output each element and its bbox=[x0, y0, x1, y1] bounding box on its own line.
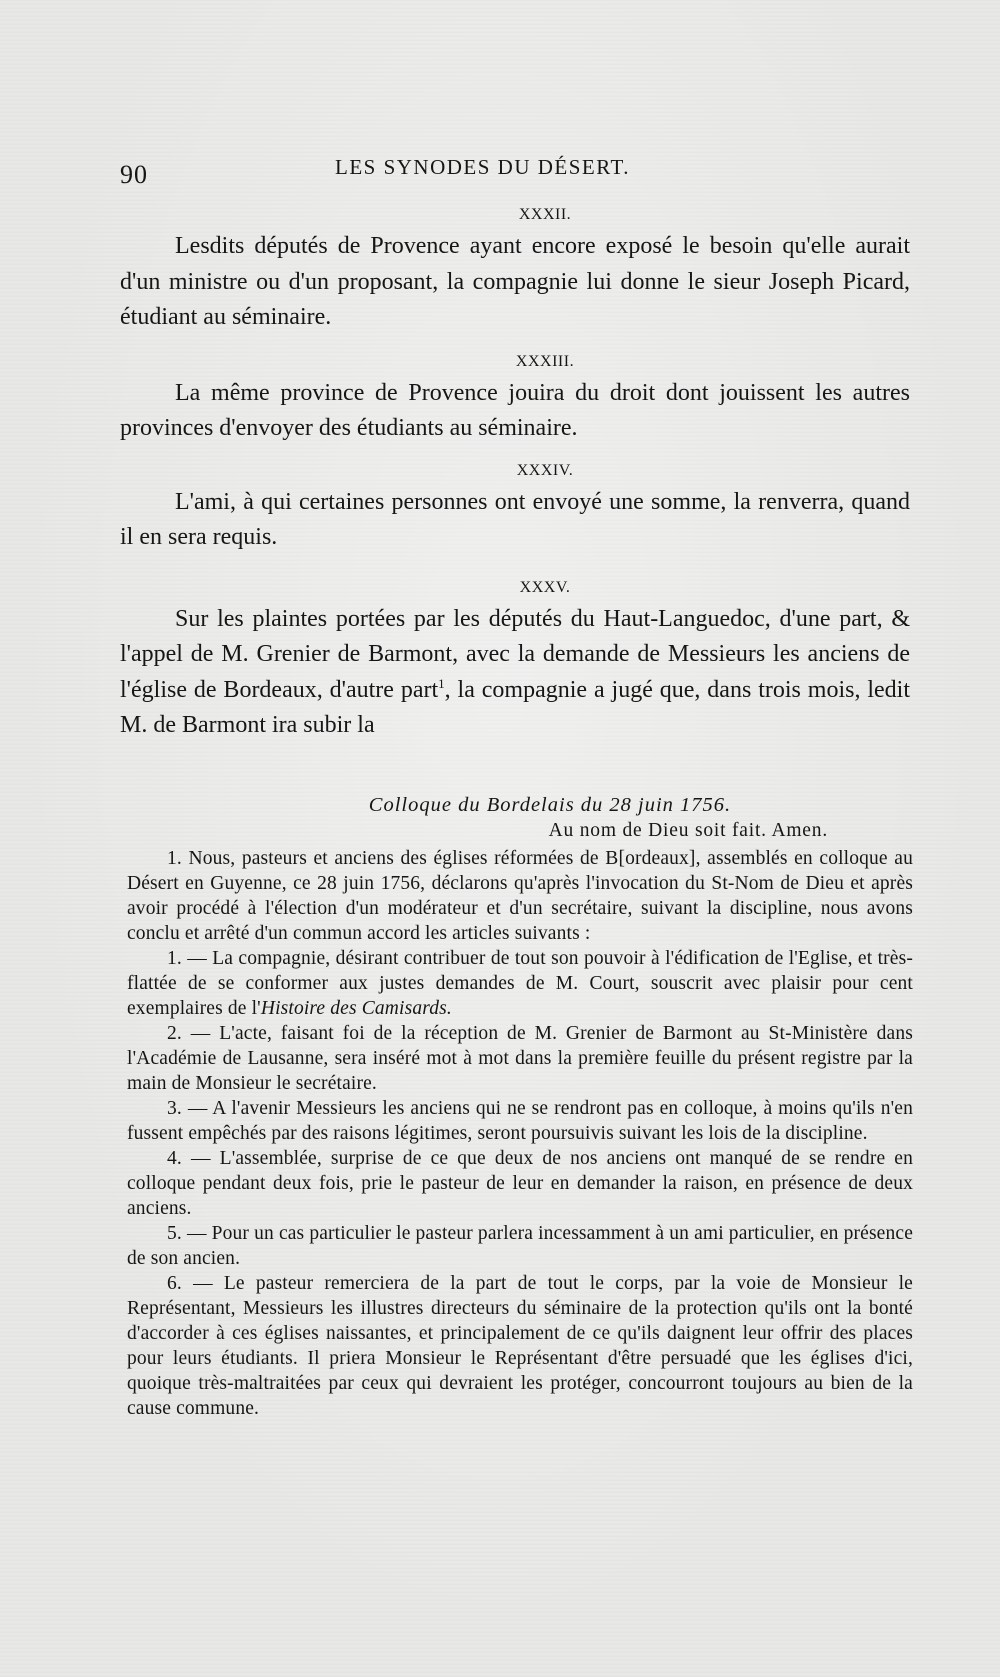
section-number-xxxiv: XXXIV. bbox=[516, 461, 574, 479]
footnote-article bbox=[127, 946, 913, 1021]
footnote-subtitle: Au nom de Dieu soit fait. Amen. bbox=[548, 820, 828, 841]
section-text-xxxv bbox=[120, 602, 910, 744]
section-text-xxxiii: La même province de Provence jouira du droit dont jouissent les autres provinces d'envoyer des étudiants au séminaire. bbox=[120, 379, 910, 441]
section-number-xxxii: XXXII. bbox=[518, 206, 572, 223]
section-text-xxxv-part2: , la compagnie a jugé que, dans trois mois, ledit M. de Barmont ira subir la bbox=[120, 676, 911, 738]
footnote bbox=[127, 793, 913, 1421]
footnote-article: 4. — L'assemblée, surprise de ce que deux de nos anciens ont manqué de se rendre en colloque pendant deux fois, prie le pasteur de leur en demander la raison, en présence de deux anciens. bbox=[127, 1148, 913, 1219]
footnote-intro: 1. Nous, pasteurs et anciens des églises réformées de B[ordeaux], assemblés en colloque au Désert en Guyenne, ce 28 juin 1756, déclarons qu'après l'invocation du St-Nom de Dieu et après avoir procédé à l'élection d'un modérateur et d'un secrétaire, suivant la discipline, nous avons conclu et arrêté d'un commun accord les articles suivants : bbox=[127, 848, 913, 944]
section-text-xxxii: Lesdits députés de Provence ayant encore exposé le besoin qu'elle aurait d'un ministre ou d'un proposant, la compagnie lui donne le sieur Joseph Picard, étudiant au séminaire. bbox=[120, 233, 910, 330]
footnote-article: 5. — Pour un cas particulier le pasteur parlera incessamment à un ami particulier, en présence de son ancien. bbox=[127, 1223, 913, 1269]
main-text bbox=[120, 205, 910, 744]
footnote-article-1-text: 1. — La compagnie, désirant contribuer de tout son pouvoir à l'édification de l'Eglise, et très-flattée de se conformer aux justes demandes de M. Court, souscrit avec plaisir pour cent exemplaires de l' bbox=[127, 948, 913, 1019]
footnote-article-1-title: Histoire des Camisards. bbox=[260, 998, 452, 1019]
section-number-xxxiii: XXXIII. bbox=[515, 352, 575, 370]
footnote-article: 6. — Le pasteur remerciera de la part de tout le corps, par la voie de Monsieur le Représentant, Messieurs les illustres directeurs du séminaire de la protection qu'ils ont la bonté d'accorder à ces églises naissantes, et principalement de ce qu'ils daignent leur offrir des places pour leurs étudiants. Il priera Monsieur le Représentant d'être persuadé que les églises d'ici, quoique très-maltraitées par ceux qui devraient les protéger, concourront toujours au bien de la cause commune. bbox=[127, 1273, 913, 1419]
page-number: 90 bbox=[120, 160, 148, 189]
section-text-xxxv-part1: Sur les plaintes portées par les députés du Haut-Languedoc, d'une part, & l'appel de M. Grenier de Barmont, avec la demande de Messieurs les anciens de l'église de Bordeaux, d'autre part bbox=[120, 605, 910, 703]
section-text-xxxiv: L'ami, à qui certaines personnes ont envoyé une somme, la renverra, quand il en sera requis. bbox=[120, 488, 910, 550]
section-number-xxxv: XXXV. bbox=[519, 578, 571, 596]
footnote-article: 2. — L'acte, faisant foi de la réception de M. Grenier de Barmont au St-Ministère dans l'Académie de Lausanne, sera inséré mot à mot dans la première feuille du présent registre par la main de Monsieur le secrétaire. bbox=[127, 1023, 913, 1094]
footnote-marker: 1 bbox=[438, 675, 445, 691]
footnote-title: Colloque du Bordelais du 28 juin 1756. bbox=[368, 794, 732, 816]
running-title: LES SYNODES DU DÉSERT. bbox=[335, 155, 631, 179]
footnote-article: 3. — A l'avenir Messieurs les anciens qui ne se rendront pas en colloque, à moins qu'ils n'en fussent empêchés par des raisons légitimes, seront poursuivis suivant les lois de la discipline. bbox=[127, 1098, 913, 1144]
